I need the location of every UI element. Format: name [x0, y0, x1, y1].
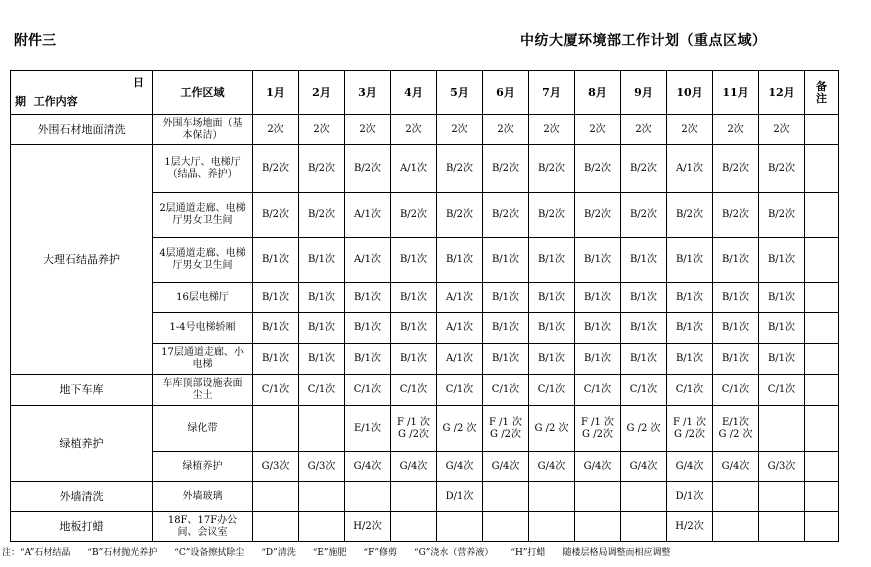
area-header: 工作区域 [153, 71, 253, 115]
schedule-cell: E/1次 G /2 次 [713, 406, 759, 452]
schedule-cell: F /1 次 G /2次 [667, 406, 713, 452]
schedule-cell: 2次 [391, 115, 437, 145]
schedule-cell: B/2次 [253, 145, 299, 193]
work-area-cell: 车库顶部设施表面尘土 [153, 375, 253, 406]
table-row [11, 375, 839, 406]
footnote-item: “H”打蜡 [510, 548, 546, 558]
schedule-cell [391, 512, 437, 542]
schedule-cell: B/2次 [575, 193, 621, 238]
schedule-cell: 2次 [299, 115, 345, 145]
schedule-cell: A/1次 [345, 238, 391, 283]
schedule-cell [253, 512, 299, 542]
schedule-cell: B/1次 [437, 238, 483, 283]
schedule-cell [759, 512, 805, 542]
schedule-cell: B/2次 [529, 193, 575, 238]
schedule-cell: B/1次 [299, 313, 345, 344]
schedule-cell [299, 512, 345, 542]
footnote-item: “B”石材抛光养护 [87, 548, 158, 558]
schedule-cell [759, 406, 805, 452]
schedule-cell: B/1次 [299, 283, 345, 313]
month-header: 10月 [667, 71, 713, 115]
schedule-cell: B/2次 [575, 145, 621, 193]
schedule-cell: B/1次 [759, 313, 805, 344]
schedule-cell: C/1次 [437, 375, 483, 406]
schedule-cell [299, 406, 345, 452]
schedule-cell: B/1次 [299, 344, 345, 375]
schedule-cell: B/2次 [483, 145, 529, 193]
work-area-cell: 1层大厅、电梯厅（结晶、养护） [153, 145, 253, 193]
work-area-cell: 1-4号电梯轿厢 [153, 313, 253, 344]
schedule-cell: G/4次 [713, 452, 759, 482]
schedule-cell: B/1次 [713, 313, 759, 344]
corner-work-content-label: 工作内容 [33, 95, 78, 108]
schedule-cell: B/1次 [529, 344, 575, 375]
schedule-cell: G/4次 [667, 452, 713, 482]
schedule-cell: C/1次 [759, 375, 805, 406]
schedule-cell: B/1次 [345, 283, 391, 313]
schedule-cell: B/2次 [437, 193, 483, 238]
schedule-cell: B/1次 [391, 313, 437, 344]
schedule-cell: B/1次 [621, 238, 667, 283]
work-area-cell: 2层通道走廊、电梯厅男女卫生间 [153, 193, 253, 238]
schedule-cell: A/1次 [667, 145, 713, 193]
schedule-cell: B/2次 [759, 193, 805, 238]
schedule-cell: B/2次 [621, 145, 667, 193]
month-header: 8月 [575, 71, 621, 115]
remark-cell [805, 193, 839, 238]
schedule-cell: B/2次 [299, 193, 345, 238]
work-area-cell: 17层通道走廊、小电梯 [153, 344, 253, 375]
table-header-row [11, 71, 839, 115]
schedule-cell: B/2次 [621, 193, 667, 238]
schedule-cell: B/2次 [759, 145, 805, 193]
schedule-cell: B/1次 [391, 283, 437, 313]
work-area-cell: 16层电梯厅 [153, 283, 253, 313]
schedule-cell: G/3次 [299, 452, 345, 482]
schedule-cell: A/1次 [345, 193, 391, 238]
schedule-cell: B/2次 [483, 193, 529, 238]
schedule-cell [621, 512, 667, 542]
work-category-cell: 地板打蜡 [11, 512, 153, 542]
schedule-cell: C/1次 [391, 375, 437, 406]
schedule-cell: B/2次 [391, 193, 437, 238]
remark-cell [805, 375, 839, 406]
remark-cell [805, 344, 839, 375]
schedule-cell: C/1次 [667, 375, 713, 406]
month-header: 1月 [253, 71, 299, 115]
work-area-cell: 18F、17F办公间、会议室 [153, 512, 253, 542]
work-category-cell: 地下车库 [11, 375, 153, 406]
remark-cell [805, 512, 839, 542]
schedule-cell: B/1次 [759, 344, 805, 375]
schedule-cell: B/2次 [345, 145, 391, 193]
schedule-cell: G/4次 [529, 452, 575, 482]
schedule-cell: G/3次 [759, 452, 805, 482]
schedule-cell: B/1次 [759, 238, 805, 283]
schedule-cell: B/1次 [575, 283, 621, 313]
schedule-cell: B/1次 [621, 344, 667, 375]
corner-work-label [15, 96, 78, 108]
work-category-cell: 外围石材地面清洗 [11, 115, 153, 145]
remark-cell [805, 452, 839, 482]
schedule-cell [253, 406, 299, 452]
schedule-cell [575, 512, 621, 542]
schedule-cell: 2次 [437, 115, 483, 145]
schedule-cell: B/1次 [759, 283, 805, 313]
schedule-cell: D/1次 [437, 482, 483, 512]
footnote-item: “F”修剪 [363, 548, 397, 558]
remark-cell [805, 145, 839, 193]
schedule-cell: B/1次 [483, 344, 529, 375]
schedule-cell: G /2 次 [529, 406, 575, 452]
schedule-cell [391, 482, 437, 512]
schedule-cell: B/1次 [391, 238, 437, 283]
schedule-cell: B/1次 [713, 344, 759, 375]
schedule-cell [621, 482, 667, 512]
schedule-cell: B/1次 [667, 238, 713, 283]
table-row [11, 512, 839, 542]
work-area-cell: 外墙玻璃 [153, 482, 253, 512]
schedule-cell [713, 482, 759, 512]
schedule-cell: B/1次 [253, 283, 299, 313]
work-area-cell: 绿植养护 [153, 452, 253, 482]
schedule-cell: A/1次 [391, 145, 437, 193]
remark-cell [805, 283, 839, 313]
schedule-cell: B/1次 [483, 238, 529, 283]
table-row [11, 145, 839, 193]
remark-cell [805, 313, 839, 344]
corner-header [11, 71, 153, 115]
schedule-cell: B/1次 [299, 238, 345, 283]
schedule-cell: B/1次 [529, 313, 575, 344]
work-area-cell: 绿化带 [153, 406, 253, 452]
schedule-cell: E/1次 [345, 406, 391, 452]
schedule-cell: B/1次 [713, 283, 759, 313]
schedule-cell: G/4次 [575, 452, 621, 482]
schedule-cell: B/1次 [345, 344, 391, 375]
schedule-cell: B/1次 [575, 238, 621, 283]
schedule-cell [345, 482, 391, 512]
schedule-cell [575, 482, 621, 512]
footnote-item: “C”设备擦拭除尘 [174, 548, 245, 558]
schedule-cell: B/1次 [529, 283, 575, 313]
work-plan-table [10, 70, 839, 542]
schedule-cell: C/1次 [575, 375, 621, 406]
schedule-cell: G/3次 [253, 452, 299, 482]
schedule-cell: G /2 次 [437, 406, 483, 452]
work-category-cell: 外墙清洗 [11, 482, 153, 512]
schedule-cell: G /2 次 [621, 406, 667, 452]
schedule-cell: B/2次 [299, 145, 345, 193]
footnote [2, 545, 687, 558]
schedule-cell: A/1次 [437, 283, 483, 313]
schedule-cell: 2次 [483, 115, 529, 145]
schedule-cell: A/1次 [437, 344, 483, 375]
schedule-cell: G/4次 [345, 452, 391, 482]
schedule-cell: B/2次 [713, 193, 759, 238]
footnote-item: “D”清洗 [261, 548, 296, 558]
schedule-cell: B/2次 [437, 145, 483, 193]
work-area-cell: 外围车场地面（基本保洁） [153, 115, 253, 145]
schedule-cell [253, 482, 299, 512]
month-header: 7月 [529, 71, 575, 115]
schedule-cell: C/1次 [483, 375, 529, 406]
remark-cell [805, 238, 839, 283]
schedule-cell [483, 512, 529, 542]
table-row [11, 482, 839, 512]
schedule-cell: G/4次 [437, 452, 483, 482]
schedule-cell: A/1次 [437, 313, 483, 344]
schedule-cell: B/1次 [667, 313, 713, 344]
schedule-cell: 2次 [713, 115, 759, 145]
schedule-cell: 2次 [575, 115, 621, 145]
schedule-cell: B/1次 [345, 313, 391, 344]
schedule-cell [483, 482, 529, 512]
schedule-cell: B/1次 [391, 344, 437, 375]
month-header: 5月 [437, 71, 483, 115]
schedule-cell: C/1次 [529, 375, 575, 406]
schedule-cell: B/2次 [713, 145, 759, 193]
schedule-cell: B/2次 [667, 193, 713, 238]
schedule-cell [529, 512, 575, 542]
schedule-cell: 2次 [621, 115, 667, 145]
month-header: 12月 [759, 71, 805, 115]
table-row [11, 406, 839, 452]
schedule-cell: B/1次 [253, 344, 299, 375]
work-category-cell: 绿植养护 [11, 406, 153, 482]
schedule-cell: C/1次 [345, 375, 391, 406]
footnote-item: “E”施肥 [312, 548, 347, 558]
schedule-cell [713, 512, 759, 542]
schedule-cell [299, 482, 345, 512]
corner-period-label: 期 [15, 95, 26, 108]
schedule-cell: C/1次 [621, 375, 667, 406]
schedule-cell: B/1次 [483, 283, 529, 313]
schedule-cell: 2次 [667, 115, 713, 145]
schedule-cell: G/4次 [621, 452, 667, 482]
schedule-cell: 2次 [529, 115, 575, 145]
schedule-cell: D/1次 [667, 482, 713, 512]
schedule-cell: F /1 次 G /2次 [391, 406, 437, 452]
schedule-cell: B/1次 [483, 313, 529, 344]
month-header: 9月 [621, 71, 667, 115]
schedule-cell: G/4次 [391, 452, 437, 482]
schedule-cell: 2次 [345, 115, 391, 145]
schedule-cell: 2次 [759, 115, 805, 145]
schedule-cell: B/1次 [667, 344, 713, 375]
schedule-cell: B/1次 [667, 283, 713, 313]
schedule-cell: 2次 [253, 115, 299, 145]
remark-cell [805, 406, 839, 452]
schedule-cell: F /1 次 G /2次 [575, 406, 621, 452]
schedule-cell: H/2次 [345, 512, 391, 542]
schedule-cell: B/1次 [575, 313, 621, 344]
schedule-cell: F /1 次 G /2次 [483, 406, 529, 452]
month-header: 11月 [713, 71, 759, 115]
remark-cell [805, 482, 839, 512]
schedule-cell: B/2次 [253, 193, 299, 238]
schedule-cell: C/1次 [299, 375, 345, 406]
page-title: 中纺大厦环境部工作计划（重点区域） [520, 33, 767, 49]
month-header: 3月 [345, 71, 391, 115]
schedule-cell: B/2次 [529, 145, 575, 193]
schedule-cell: B/1次 [713, 238, 759, 283]
remark-header: 备注 [805, 71, 839, 115]
month-header: 2月 [299, 71, 345, 115]
schedule-cell: B/1次 [529, 238, 575, 283]
month-header: 6月 [483, 71, 529, 115]
work-area-cell: 4层通道走廊、电梯厅男女卫生间 [153, 238, 253, 283]
remark-cell [805, 115, 839, 145]
schedule-cell: C/1次 [713, 375, 759, 406]
footnote-item: “G”浇水（营养液） [413, 548, 494, 558]
table-row [11, 115, 839, 145]
schedule-cell: H/2次 [667, 512, 713, 542]
schedule-cell [759, 482, 805, 512]
schedule-cell: B/1次 [621, 313, 667, 344]
corner-day-label: 日 [133, 76, 144, 89]
attachment-label: 附件三 [14, 33, 56, 49]
footnote-item: 随楼层格局调整而相应调整 [562, 548, 671, 558]
schedule-cell: B/1次 [621, 283, 667, 313]
month-header: 4月 [391, 71, 437, 115]
schedule-cell: B/1次 [253, 313, 299, 344]
schedule-cell: C/1次 [253, 375, 299, 406]
schedule-cell: B/1次 [253, 238, 299, 283]
footnote-item: 注：“A”石材结晶 [2, 548, 71, 558]
schedule-cell: G/4次 [483, 452, 529, 482]
schedule-cell [529, 482, 575, 512]
schedule-cell [437, 512, 483, 542]
schedule-cell: B/1次 [575, 344, 621, 375]
work-category-cell: 大理石结晶养护 [11, 145, 153, 375]
